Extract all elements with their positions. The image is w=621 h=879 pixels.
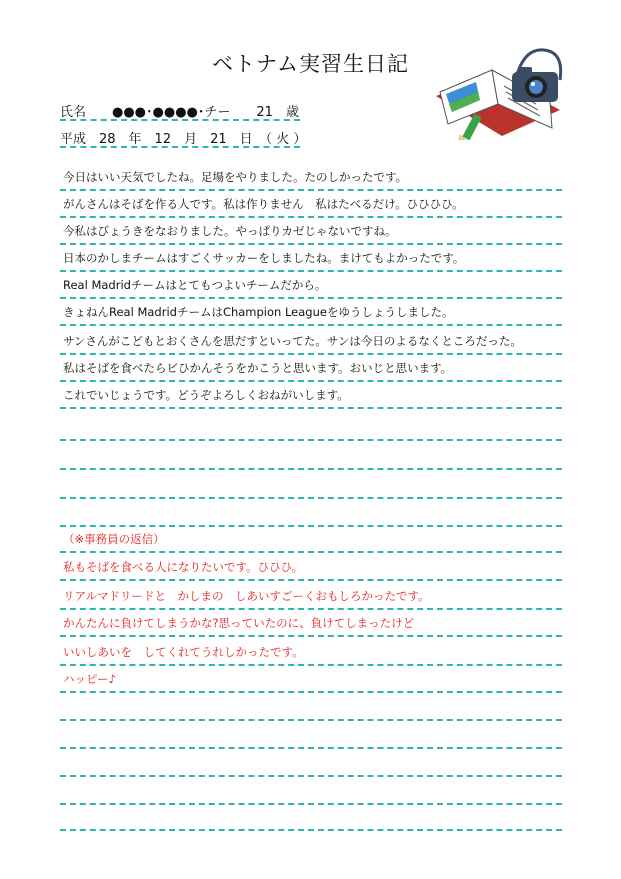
reply-line xyxy=(60,805,562,831)
reply-line: （※事務員の返信） xyxy=(60,527,562,553)
reply-line: いいしあいを してくれてうれしかったです。 xyxy=(60,640,562,666)
reply-line: ハッピー♪ xyxy=(60,667,562,693)
diary-line xyxy=(60,444,562,470)
diary-line xyxy=(60,501,562,527)
reply-line xyxy=(60,779,562,805)
diary-line: 私はそばを食べたらビひかんそうをかこうと思います。おいじと思います。 xyxy=(60,356,562,382)
diary-line xyxy=(60,415,562,441)
reply-line: かんたんに負けてしまうかな?思っていたのに、負けてしまったけど xyxy=(60,611,562,637)
diary-line xyxy=(60,473,562,499)
diary-line: 日本のかしまチームはすごくサッカーをしましたね。まけてもよかったです。 xyxy=(60,246,562,272)
diary-line: 今日はいい天気でしたね。足場をやりました。たのしかったです。 xyxy=(60,165,562,191)
diary-line: これでいじょうです。どうぞよろしくおねがいします。 xyxy=(60,383,562,409)
reply-line: リアルマドリードと かしまの しあいすごーくおもしろかったです。 xyxy=(60,584,562,610)
diary-book-and-camera-icon xyxy=(432,44,572,140)
date-field: 平成 28 年 12 月 21 日 （ 火 ） xyxy=(60,132,307,147)
date-underline xyxy=(60,146,300,148)
page-title: ベトナム実習生日記 xyxy=(212,52,409,76)
diary-line: がんさんはそばを作る人です。私は作りません 私はたべるだけ。ひひひひ。 xyxy=(60,192,562,218)
diary-line: きょねんReal MadridチームはChampion Leagueをゆうしょうしました。 xyxy=(60,300,562,326)
diary-line: サンさんがこどもとおくさんを思だすといってた。サンは今日のよるなくところだった。 xyxy=(60,329,562,355)
diary-line: Real Madridチームはとてもつよいチームだから。 xyxy=(60,273,562,299)
name-underline xyxy=(60,119,300,121)
diary-line: 今私はびょうきをなおりました。やっぱりカゼじゃないですね。 xyxy=(60,219,562,245)
reply-line xyxy=(60,723,562,749)
reply-line xyxy=(60,751,562,777)
reply-line: 私もそばを食べる人になりたいです。ひひひ。 xyxy=(60,555,562,581)
name-field: 氏名 ●●●･●●●●･チー 21 歳 xyxy=(60,105,299,120)
reply-line xyxy=(60,695,562,721)
